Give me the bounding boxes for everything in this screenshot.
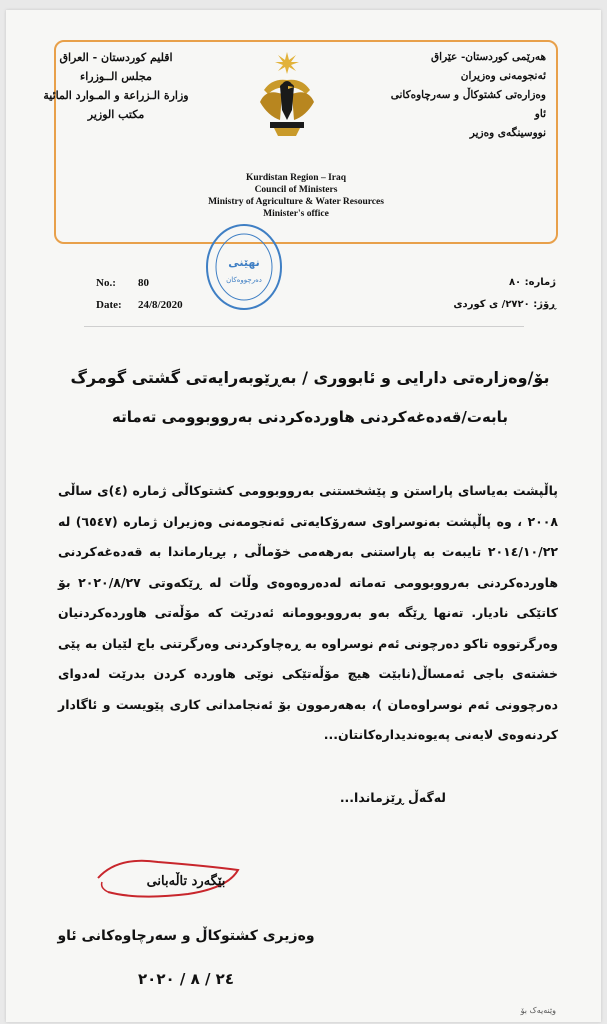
english-council: Council of Ministers bbox=[254, 185, 338, 195]
kurdish-office: نووسینگەی وەزیر bbox=[469, 127, 546, 139]
document-page bbox=[6, 10, 601, 1022]
kurdish-region: هەرێمی کوردستان- عێراق bbox=[431, 51, 546, 63]
reference-kurdish bbox=[386, 272, 556, 316]
footer-note: وێنەیەک بۆ bbox=[520, 1006, 556, 1015]
letterhead-kurdish bbox=[376, 48, 546, 143]
signatory-title: وەزیری کشتوکاڵ و سەرچاوەکانی ئاو bbox=[57, 928, 315, 944]
signatory-name: بێگەرد تاڵەبانی bbox=[146, 874, 226, 889]
kurdistan-eagle-emblem-icon bbox=[252, 50, 322, 150]
stamp-center-text: نهێنی bbox=[228, 256, 260, 269]
header-divider bbox=[84, 326, 524, 327]
letter-body: پاڵپشت بەیاسای پاراستن و پێشخستنی بەرووبوومی کشتوکاڵی ژمارە (٤)ی ساڵی ٢٠٠٨ ، وە پاڵپشت بەنوسراوی سەرۆکایەتی ئەنجومەنی وەزیران ژمارە (٦٥٤٧) لە ٢٠١٤/١٠/٢٢ تایبەت بە پاراستنی بەرهەمی خۆماڵی , بڕیارماندا بە قەدەغەکردنی هاوردەکردنی بەرووبوومی تەماتە لەدەروەوەی وڵات لە ڕێکەوتی ٢٠٢٠/٨/٢٧ بۆ کاتێکی نادیار. تەنها ڕێگە بەو بەرووبوومانە ئەدرێت کە مۆڵەتی هاوردەکردنیان وەرگرتووە تاکو دەرچونی ئەم نوسراوە بە ڕەچاوکردنی وەرگرتنی باج لێیان بە پێی خشتەی باجی ئەمساڵ(نابێت هیچ مۆڵەتێکی نوێی هاوردە کردن بدرێت لەدوای دەرچوونی ئەم نوسراوەمان )، بەهەرموون بۆ ئەنجامدانی کاری پێویست و ئاگادار کردنەوەی لایەنی پەیوەندیدارەکانتان... bbox=[58, 483, 558, 742]
english-ministry: Ministry of Agriculture & Water Resources bbox=[208, 197, 384, 207]
date-value: 24/8/2020 bbox=[138, 299, 183, 311]
english-region: Kurdistan Region – Iraq bbox=[245, 173, 347, 183]
kurdish-date: ڕۆژ: ٢٧٢٠/ ی كوردی bbox=[453, 299, 556, 310]
confidential-stamp bbox=[204, 222, 284, 312]
letter-closing: لەگەڵ ڕێزماندا... bbox=[339, 790, 446, 805]
kurdish-council: ئەنجومەنی وەزیران bbox=[460, 70, 546, 82]
kurdish-ministry: وەزارەتی کشتوکاڵ و سەرچاوەکانی ئاو bbox=[390, 89, 546, 120]
stamp-sub-text: دەرچووەکان bbox=[226, 276, 262, 284]
reference-english bbox=[96, 272, 183, 316]
letterhead-english bbox=[206, 172, 386, 220]
arabic-office: مكتب الوزير bbox=[87, 108, 145, 121]
english-office: Minister's office bbox=[263, 209, 329, 219]
date-label: Date: bbox=[96, 299, 122, 311]
no-label: No.: bbox=[96, 277, 116, 289]
arabic-region: اقليم كوردستان - العراق bbox=[59, 51, 173, 64]
letter-recipient: بۆ/وەزارەتی دارایی و ئابووری / بەڕێوبەرایەتی گشتی گومرگ bbox=[70, 368, 550, 387]
letter-subject: بابەت/قەدەغەکردنی هاوردەکردنی بەرووبوومی تەماتە bbox=[112, 408, 508, 426]
kurdish-number: ژمارە: ٨٠ bbox=[508, 277, 556, 288]
letterhead-arabic bbox=[36, 48, 196, 124]
arabic-council: مجلس الــوزراء bbox=[80, 70, 152, 83]
arabic-ministry: وزارة الـزراعة و المـوارد المائية bbox=[43, 89, 189, 102]
signatory-date: ٢٤ / ٨ / ٢٠٢٠ bbox=[138, 970, 234, 988]
no-value: 80 bbox=[138, 277, 149, 289]
